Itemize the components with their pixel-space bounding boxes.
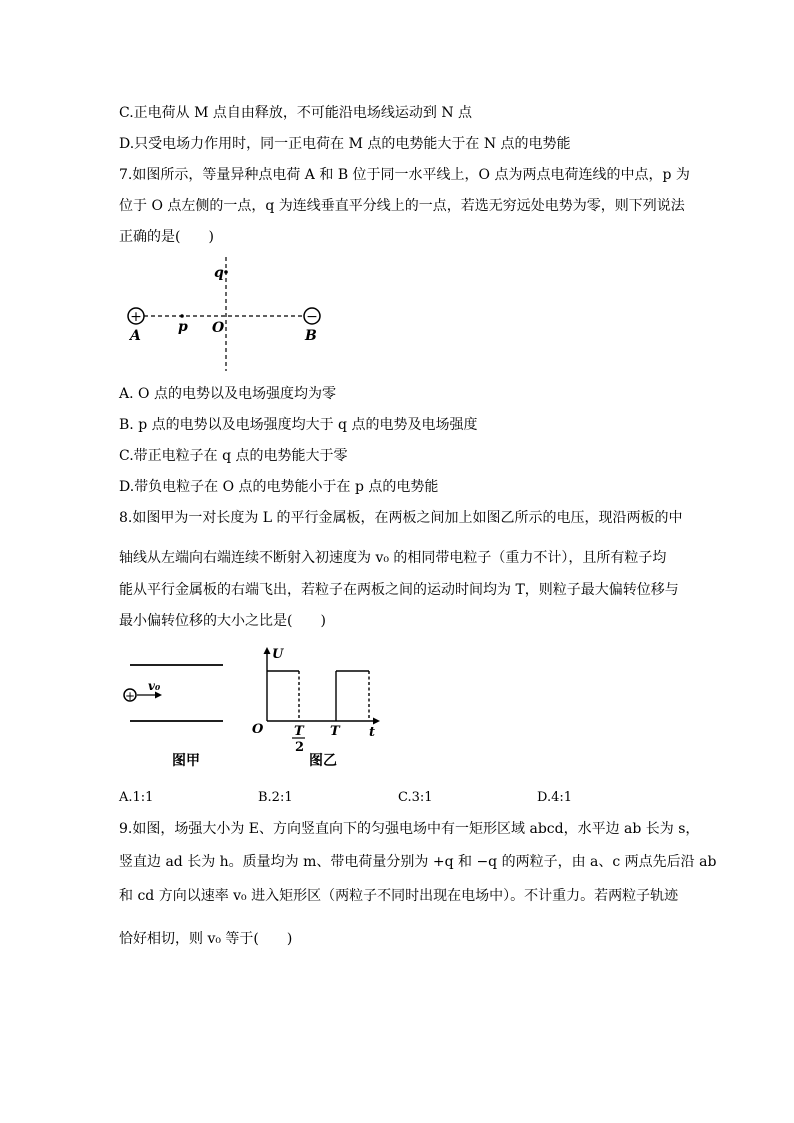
q8-option-c: C.3:1 [398, 790, 433, 805]
q8-u-axis-arrowhead [264, 647, 271, 654]
q7-stem-line-2: 位于 O 点左侧的一点，q 为连线垂直平分线上的一点，若选无穷远处电势为零，则下列说法 [119, 198, 685, 214]
q7-option-b: B. p 点的电势以及电场强度均大于 q 点的电势及电场强度 [119, 417, 478, 433]
q7-point-p [180, 314, 184, 318]
q7-label-o: O [212, 320, 225, 336]
q8-caption-yi: 图乙 [309, 753, 337, 769]
q8-label-o: O [252, 722, 264, 737]
q7-charge-a-sign: + [130, 309, 142, 325]
q9-stem-line-2: 竖直边 ad 长为 h。质量均为 m、带电荷量分别为 +q 和 −q 的两粒子，由 a、c 两点先后沿 ab [119, 854, 717, 870]
q7-figure-charges [118, 255, 338, 375]
q8-figure-yi-voltage [248, 643, 388, 763]
q7-option-c: C.带正电粒子在 q 点的电势能大于零 [119, 448, 348, 464]
q8-label-u: U [272, 647, 284, 662]
q7-stem-line-3: 正确的是( ) [119, 229, 214, 245]
q7-label-p: p [178, 319, 188, 335]
q7-charge-b-sign: − [306, 309, 318, 325]
q7-stem-line-1: 7.如图所示，等量异种点电荷 A 和 B 位于同一水平线上，O 点为两点电荷连线的中点，p 为 [119, 167, 690, 183]
q8-stem-line-2: 轴线从左端向右端连续不断射入初速度为 v₀ 的相同带电粒子（重力不计），且所有粒子均 [119, 550, 667, 566]
q8-t-axis-arrowhead [373, 718, 380, 725]
q6-option-c: C.正电荷从 M 点自由释放，不可能沿电场线运动到 N 点 [119, 105, 473, 121]
q9-stem-line-3: 和 cd 方向以速率 v₀ 进入矩形区（两粒子不同时出现在电场中）。不计重力。若两粒子轨迹 [119, 888, 679, 904]
q8-stem-line-3: 能从平行金属板的右端飞出，若粒子在两板之间的运动时间均为 T，则粒子最大偏转位移与 [119, 582, 679, 598]
q9-stem-line-4: 恰好相切，则 v₀ 等于( ) [119, 931, 293, 947]
q8-particle-sign: + [124, 689, 136, 703]
q8-stem-line-1: 8.如图甲为一对长度为 L 的平行金属板，在两板之间加上如图乙所示的电压，现沿两板的中 [119, 510, 683, 526]
q8-option-d: D.4:1 [537, 790, 573, 805]
q8-option-b: B.2:1 [258, 790, 293, 805]
q8-caption-jia: 图甲 [172, 753, 200, 769]
q7-option-d: D.带负电粒子在 O 点的电势能小于在 p 点的电势能 [119, 479, 439, 495]
q7-label-a: A [130, 328, 141, 344]
q7-label-q: q [214, 265, 224, 281]
q8-stem-line-4: 最小偏转位移的大小之比是( ) [119, 613, 326, 629]
q8-label-v0: v₀ [148, 679, 161, 693]
q8-label-t-half-den: 2 [295, 740, 305, 755]
q8-label-t-half-num: T [294, 724, 304, 739]
q8-option-a: A.1:1 [119, 790, 154, 805]
q6-option-d: D.只受电场力作用时，同一正电荷在 M 点的电势能大于在 N 点的电势能 [119, 136, 571, 152]
q8-label-t: T [330, 724, 340, 739]
q9-stem-line-1: 9.如图，场强大小为 E、方向竖直向下的匀强电场中有一矩形区域 abcd，水平边 ab 长为 s， [119, 821, 700, 837]
q8-label-t-axis: t [369, 725, 376, 740]
q7-label-b: B [305, 328, 317, 344]
q7-option-a: A. O 点的电势以及电场强度均为零 [119, 386, 336, 402]
q8-figure-jia-plates [118, 655, 228, 740]
q7-point-q [224, 270, 228, 274]
